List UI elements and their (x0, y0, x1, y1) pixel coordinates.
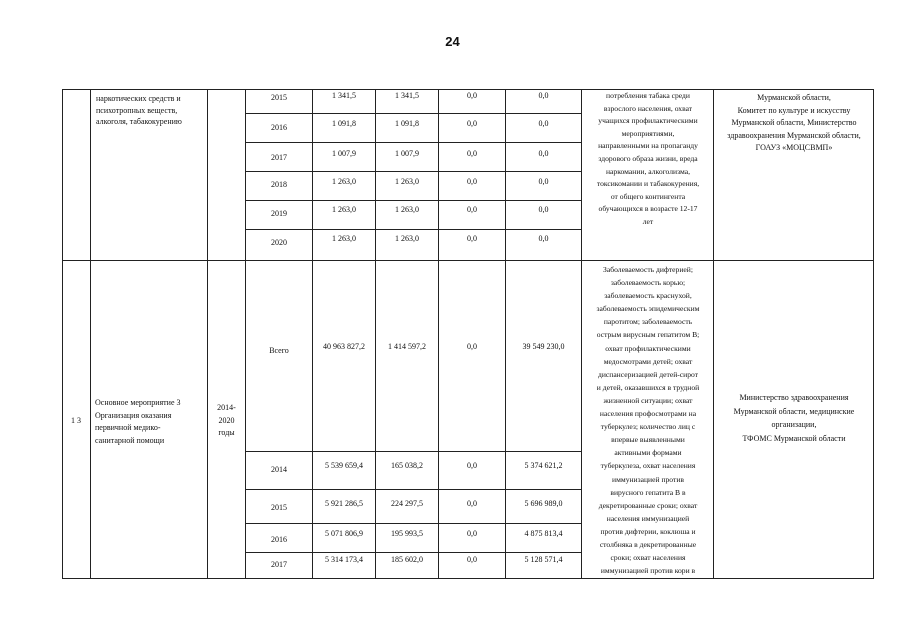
sec1-row5-col3: 0,0 (467, 205, 477, 214)
sec2-indicator-line: населения профосмотрами на (599, 409, 697, 419)
sec1-row4-total: 1 263,0 (332, 177, 356, 186)
sec1-row3-year: 2017 (271, 153, 287, 162)
sec2-indicator-line: медосмотрами детей; охват (603, 356, 693, 366)
sec1-row2-total: 1 091,8 (332, 119, 356, 128)
sec2-indicator-line: сроки; охват населения (610, 553, 686, 563)
sec2-indicators-cell (583, 263, 713, 577)
sec2-row2-total: 5 921 286,5 (325, 499, 363, 508)
sec2-indicator-line: иммунизацией против кори в (600, 566, 696, 576)
sec1-indicators-cell (583, 90, 713, 229)
sec2-total-col3: 0,0 (467, 342, 477, 351)
sec1-name-line: алкоголя, табакокурению (96, 117, 182, 127)
sec2-executor-line: Министерство здравоохранения (739, 393, 849, 402)
sec1-row3-col2: 1 007,9 (395, 149, 419, 158)
sec1-row3-col4: 0,0 (538, 149, 549, 158)
sec1-indicator-line: здорового образа жизни, вреда (598, 153, 698, 163)
sec2-indicator-line: активными формами (614, 448, 682, 458)
sec2-row2-col4: 5 696 989,0 (524, 499, 563, 508)
sec1-name-cell (96, 93, 204, 128)
sec2-indicator-line: против дифтерии, коклюша и (600, 526, 696, 536)
sec1-row2-col4: 0,0 (538, 119, 549, 128)
sec2-row3-total: 5 071 806,9 (325, 529, 363, 538)
sec2-indicator-line: иммунизацией против (612, 474, 684, 484)
sec2-row4-col3: 0,0 (467, 555, 477, 564)
sec2-name-cell (95, 397, 207, 447)
sec1-indicator-line: от общего контингента (610, 191, 686, 201)
sec1-row5-col2: 1 263,0 (395, 205, 419, 214)
sec2-name-line: Основное мероприятие 3 (95, 398, 181, 407)
sec2-row4-col4: 5 128 571,4 (524, 555, 563, 564)
sec2-row1-col2: 165 038,2 (391, 461, 423, 470)
sec2-total-col2: 1 414 597,2 (388, 342, 426, 351)
sec2-executor-line: ТФОМС Мурманской области (742, 433, 846, 443)
sec2-indicator-line: острым вирусным гепатитом В; (596, 330, 700, 340)
sec2-name-line: Организация оказания (95, 410, 172, 420)
sec1-row5-col4: 0,0 (538, 205, 549, 214)
sec1-row5-total: 1 263,0 (332, 205, 356, 214)
sec1-indicator-line: токсикомании и табакокурения, (596, 179, 700, 189)
sec1-row6-total: 1 263,0 (332, 234, 356, 243)
sec2-indicator-line: и детей, оказавшихся в трудной (596, 382, 700, 392)
sec2-row3-year: 2016 (271, 535, 287, 544)
sec2-indicator-line: паротитом; заболеваемость (603, 317, 693, 327)
sec2-indicator-line: впервые выявленными (611, 435, 685, 445)
sec2-indicator-line: населения иммунизацией (606, 513, 690, 523)
sec1-indicator-line: направленными на пропаганду (598, 141, 698, 151)
sec1-executor-line: Комитет по культуре и искусству (737, 105, 851, 115)
sec1-executors-cell (715, 92, 873, 155)
sec1-row1-col2: 1 341,5 (395, 91, 419, 100)
sec1-row1-total: 1 341,5 (332, 91, 356, 100)
sec2-name-line: первичной медико- (95, 423, 161, 433)
sec1-indicator-line: обучающихся в возрасте 12-17 (598, 204, 698, 214)
sec1-indicator-line: учащихся профилактическими (598, 116, 698, 126)
sec1-row6-col3: 0,0 (467, 234, 477, 243)
sec1-executor-line: здравоохранения Мурманской области, (727, 130, 861, 140)
sec1-name-line: психотропных веществ, (96, 105, 178, 115)
sec2-indicator-line: жизненной ситуации; охват (603, 395, 693, 405)
sec1-row4-col4: 0,0 (538, 177, 549, 186)
sec1-row4-col3: 0,0 (467, 177, 477, 186)
sec1-row6-col2: 1 263,0 (395, 234, 419, 243)
sec2-row3-col2: 195 993,5 (391, 529, 423, 538)
sec1-indicator-line: лет (642, 216, 654, 226)
sec1-row2-col3: 0,0 (467, 119, 477, 128)
sec2-indicator-line: заболеваемость краснухой, (604, 291, 692, 301)
sec1-indicator-line: мероприятиями, (621, 128, 675, 138)
sec1-row6-year: 2020 (271, 238, 287, 247)
sec2-executor-line: Мурманской области, медицинские (733, 406, 855, 416)
sec1-row6-col4: 0,0 (538, 234, 549, 243)
sec2-row4-col2: 185 602,0 (391, 555, 423, 564)
sec2-period-cell (208, 402, 245, 440)
sec1-indicator-line: взрослого населения, охват (603, 103, 693, 113)
sec1-executor-line: ГОАУЗ «МОЦСВМП» (755, 143, 833, 153)
sec1-row1-col3: 0,0 (467, 91, 477, 100)
sec2-period-line: 2020 (218, 415, 235, 425)
sec1-row3-total: 1 007,9 (332, 149, 356, 158)
sec1-row1-col4: 0,0 (538, 91, 549, 100)
sec2-row1-col3: 0,0 (467, 461, 477, 470)
sec2-indicator-line: охват профилактическими (605, 343, 691, 353)
sec2-indicator-line: заболеваемость эпидемическим (596, 304, 700, 314)
sec1-row2-col2: 1 091,8 (395, 119, 419, 128)
sec1-row4-col2: 1 263,0 (395, 177, 419, 186)
sec2-indicator-line: столбняка в декретированные (599, 539, 697, 549)
sec2-indicator-line: вирусного гепатита В в (610, 487, 686, 497)
sec2-row1-col4: 5 374 621,2 (524, 461, 563, 470)
sec2-executor-line: организации, (771, 420, 817, 429)
program-table (62, 89, 874, 579)
sec1-row1-year: 2015 (271, 93, 287, 102)
sec2-row1-year: 2014 (271, 465, 287, 474)
sec2-row3-col3: 0,0 (467, 529, 477, 538)
sec2-total-col4: 39 549 230,0 (522, 342, 565, 351)
sec2-indicator-line: декретированные сроки; охват (598, 500, 698, 510)
sec2-period-line: 2014- (217, 403, 236, 412)
sec2-row4-year: 2017 (271, 560, 287, 569)
sec1-indicator-line: потребления табака среди (606, 91, 690, 100)
sec2-indicator-line: туберкулеза, охват населения (600, 461, 696, 471)
sec2-indicator-line: диспансеризацией детей-сирот (597, 369, 699, 379)
page-number: 24 (445, 34, 460, 49)
sec1-row2-year: 2016 (271, 123, 287, 132)
sec2-name-line: санитарной помощи (95, 435, 165, 445)
sec2-row2-col3: 0,0 (467, 499, 477, 508)
sec2-total-total: 40 963 827,2 (323, 342, 365, 351)
sec2-row1-total: 5 539 659,4 (325, 461, 363, 470)
sec2-number: 1 3 (71, 416, 81, 425)
sec2-row4-total: 5 314 173,4 (325, 555, 363, 564)
sec2-indicator-line: туберкулез; количество лиц с (600, 422, 696, 432)
sec2-row3-col4: 4 875 813,4 (524, 529, 563, 538)
sec2-row2-col2: 224 297,5 (391, 499, 423, 508)
sec2-executors-cell (715, 391, 873, 445)
sec1-row3-col3: 0,0 (467, 149, 477, 158)
sec1-indicator-line: наркомании, алкоголизма, (605, 166, 691, 176)
sec1-executor-line: Мурманской области, (757, 93, 831, 102)
sec2-indicator-line: Заболеваемость дифтерией; (603, 265, 693, 274)
sec2-row2-year: 2015 (271, 503, 287, 512)
sec1-name-line: наркотических средств и (96, 94, 181, 103)
sec2-period-line: годы (218, 428, 235, 438)
sec2-total-year: Всего (269, 346, 289, 355)
sec1-executor-line: Мурманской области, Министерство (731, 118, 857, 128)
sec2-indicator-line: заболеваемость корью; (610, 278, 686, 288)
sec1-row4-year: 2018 (271, 180, 287, 189)
sec1-row5-year: 2019 (271, 209, 287, 218)
